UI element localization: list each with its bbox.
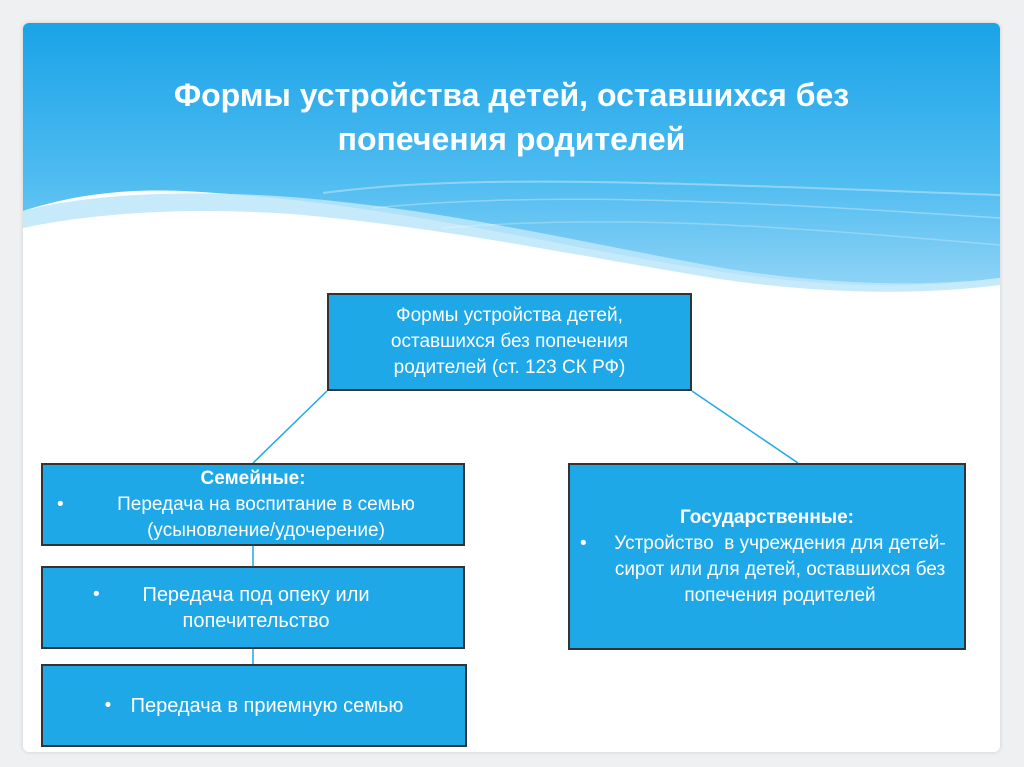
family-forms-heading: Семейные: [200, 467, 306, 489]
state-forms-bullet-item [580, 531, 954, 609]
state-forms-node [568, 463, 966, 650]
guardianship-bullet-item [43, 582, 463, 634]
family-forms-bullet-item [57, 492, 449, 544]
state-forms-heading: Государственные: [679, 506, 854, 528]
bullet-icon: • [104, 694, 112, 716]
family-forms-node [41, 463, 465, 546]
foster-family-item-text: Передача в приемную семью [130, 694, 404, 717]
foster-family-bullet-item [105, 693, 404, 719]
root-node-text: Формы устройства детей, оставшихся без попечения родителей (ст. 123 СК РФ) [390, 305, 629, 378]
slide-title: Формы устройства детей, оставшихся без попечения родителей [173, 77, 850, 157]
guardianship-node [41, 566, 465, 649]
slide [23, 23, 1000, 752]
foster-family-node [41, 664, 467, 747]
state-forms-item-text: Устройство в учреждения для детей-сирот или для детей, оставшихся без попечения родителей [614, 532, 951, 606]
bullet-icon: • [580, 532, 587, 554]
connector-root-to-state [692, 391, 798, 463]
root-node [327, 293, 692, 391]
bullet-icon: • [57, 493, 64, 515]
connector-root-to-family [253, 391, 327, 463]
family-forms-item-text: Передача на воспитание в семью (усыновление/удочерение) [117, 493, 415, 541]
header-wave-background [23, 23, 1000, 313]
guardianship-item-text: Передача под опеку или попечительство [142, 583, 370, 632]
bullet-icon: • [93, 583, 100, 605]
